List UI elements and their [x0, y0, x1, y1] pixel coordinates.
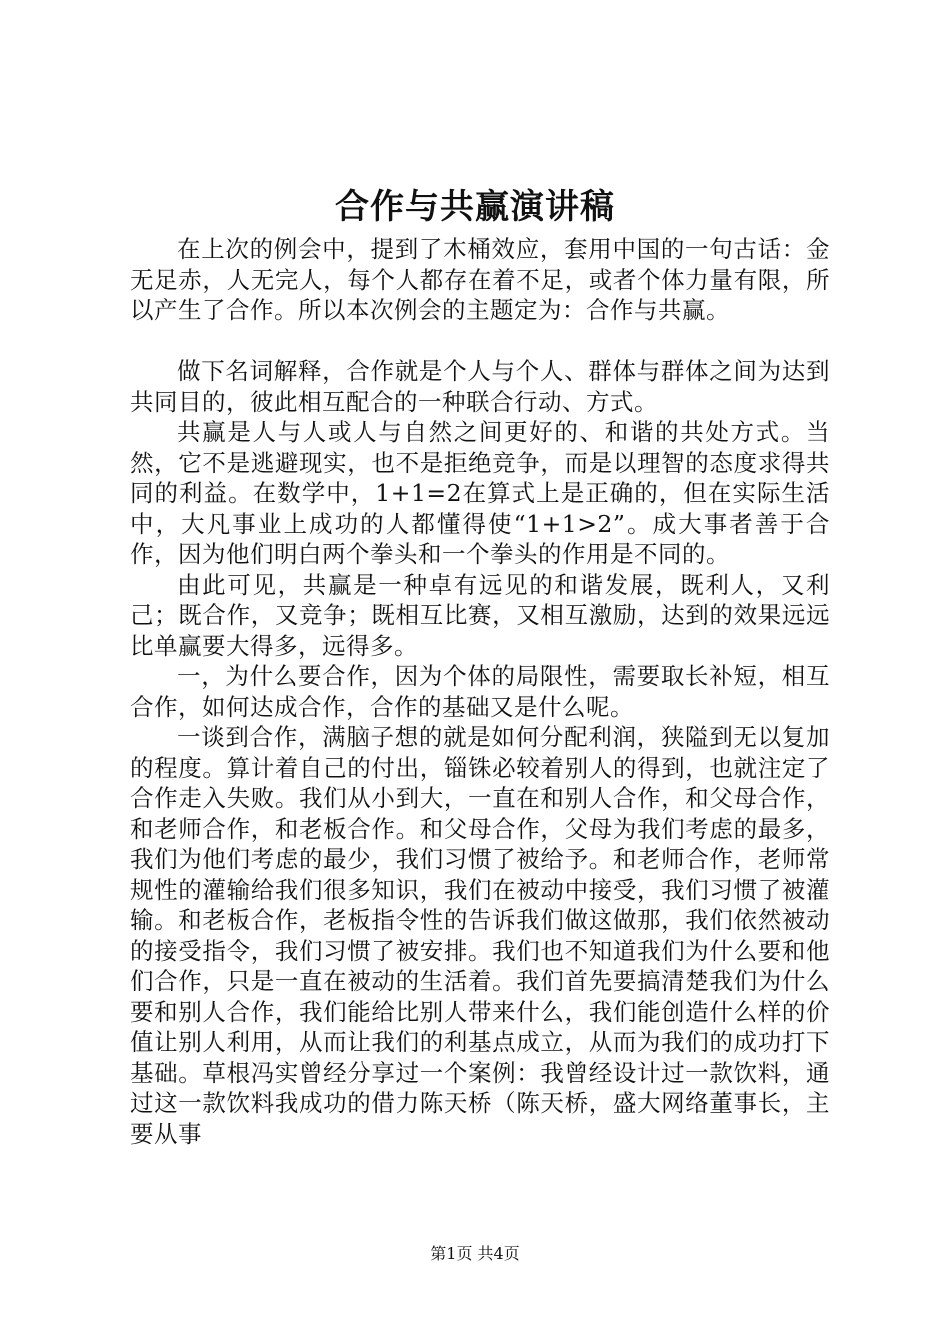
document-body: [130, 234, 830, 1149]
page-footer: 第1页 共4页: [430, 1244, 520, 1263]
paragraph-5: 一，为什么要合作，因为个体的局限性，需要取长补短，相互合作，如何达成合作，合作的基础又是什么呢。: [130, 662, 830, 721]
paragraph-2: 做下名词解释，合作就是个人与个人、群体与群体之间为达到共同目的，彼此相互配合的一种联合行动、方式。: [130, 357, 830, 416]
paragraph-1: 在上次的例会中，提到了木桶效应，套用中国的一句古话：金无足赤，人无完人，每个人都存在着不足，或者个体力量有限，所以产生了合作。所以本次例会的主题定为：合作与共赢。: [130, 235, 830, 324]
paragraph-3: 共赢是人与人或人与自然之间更好的、和谐的共处方式。当然，它不是逃避现实，也不是拒绝竞争，而是以理智的态度求得共同的利益。在数学中，1+1=2在算式上是正确的，但在实际生活中，大凡事业上成功的人都懂得使“1+1>2”。成大事者善于合作，因为他们明白两个拳头和一个拳头的作用是不同的。: [130, 418, 830, 568]
document-title: 合作与共赢演讲稿: [335, 187, 615, 227]
paragraph-4: 由此可见，共赢是一种卓有远见的和谐发展，既利人，又利己；既合作，又竞争；既相互比赛，又相互激励，达到的效果远远比单赢要大得多，远得多。: [130, 570, 830, 660]
paragraph-6: 一谈到合作，满脑子想的就是如何分配利润，狭隘到无以复加的程度。算计着自己的付出，锱铢必较着别人的得到，也就注定了合作走入失败。我们从小到大，一直在和别人合作，和父母合作，和老师合作，和老板合作。和父母合作，父母为我们考虑的最多，我们为他们考虑的最少，我们习惯了被给予。和老师合作，老师常规性的灌输给我们很多知识，我们在被动中接受，我们习惯了被灌输。和老板合作，老板指令性的告诉我们做这做那，我们依然被动的接受指令，我们习惯了被安排。我们也不知道我们为什么要和他们合作，只是一直在被动的生活着。我们首先要搞清楚我们为什么要和别人合作，我们能给比别人带来什么，我们能创造什么样的价值让别人利用，从而让我们的利基点成立，从而为我们的成功打下基础。草根冯实曾经分享过一个案例：我曾经设计过一款饮料，通过这一款饮料我成功的借力陈天桥（陈天桥，盛大网络董事长，主要从事: [130, 723, 830, 1148]
